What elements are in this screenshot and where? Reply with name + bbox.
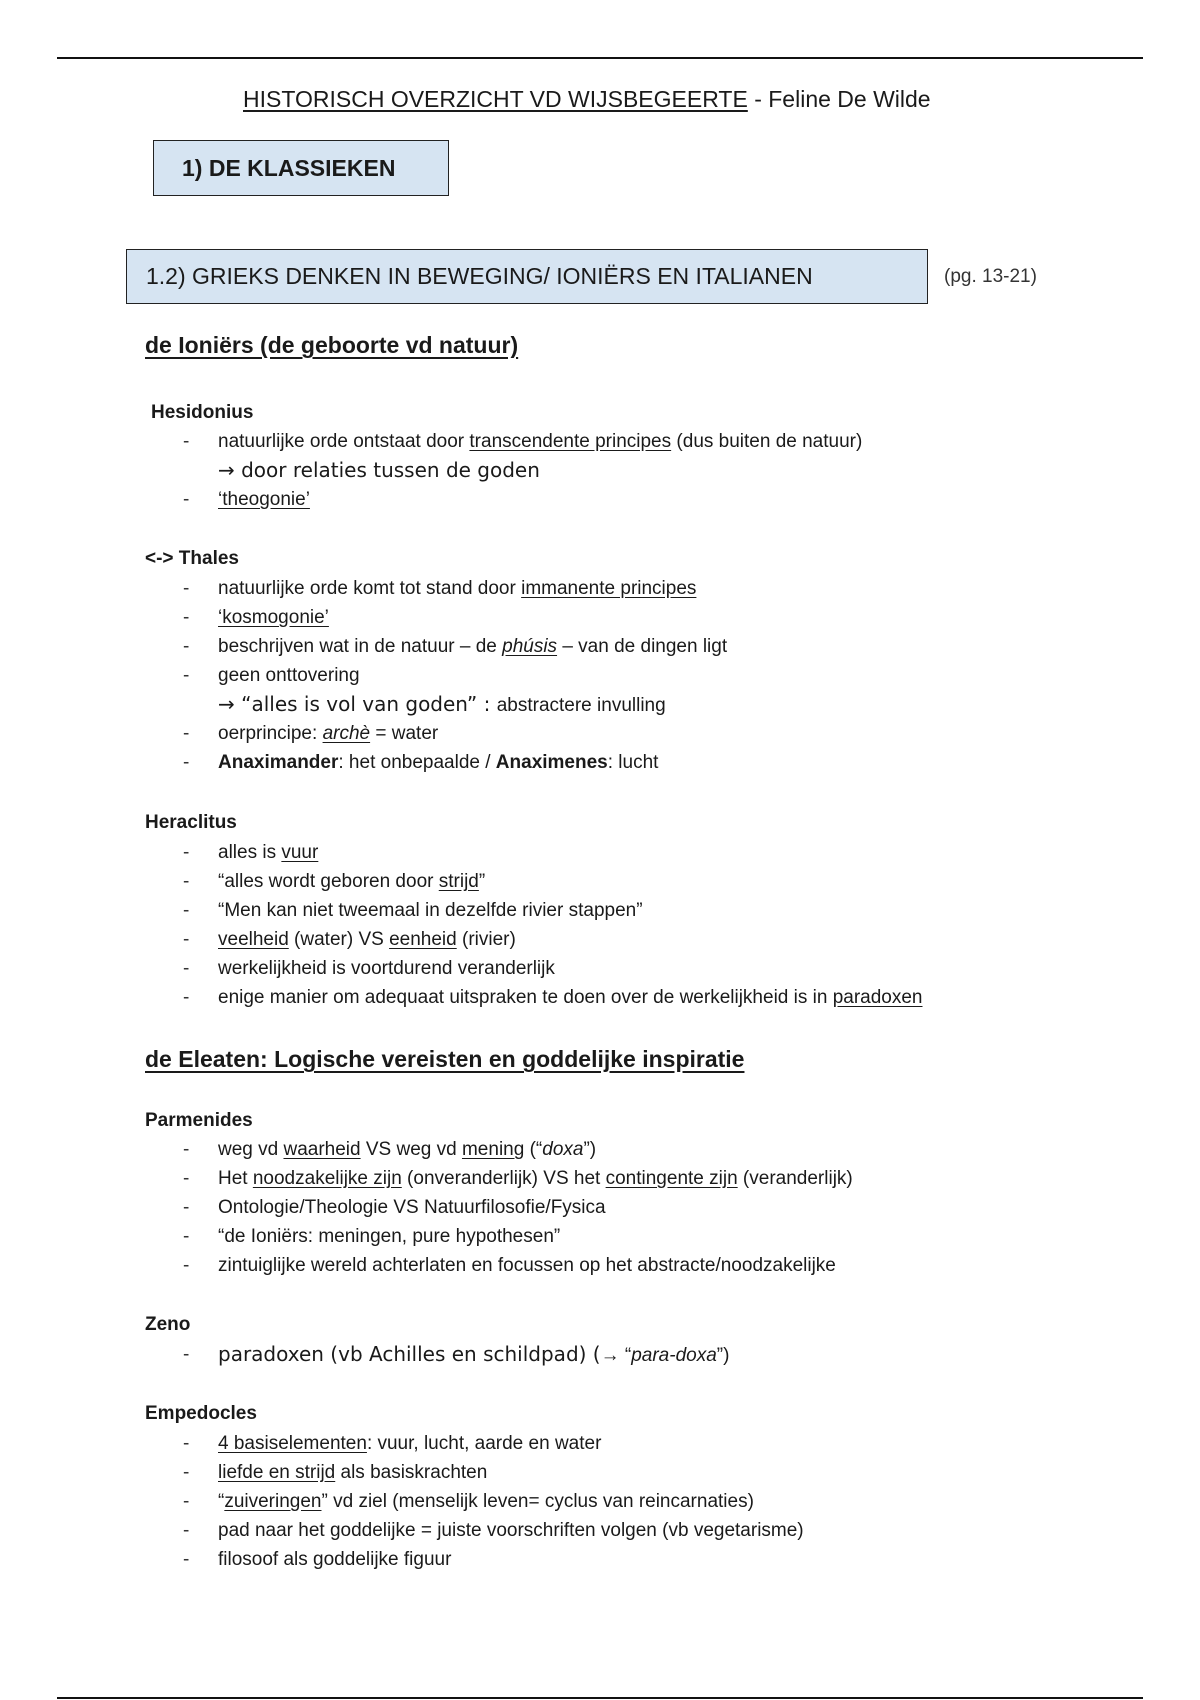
list-item: - 4 basiselementen: vuur, lucht, aarde en water — [0, 1429, 804, 1458]
thales-heading: <-> Thales — [145, 548, 239, 569]
list-item: - Het noodzakelijke zijn (onveranderlijk) VS het contingente zijn (veranderlijk) — [0, 1164, 853, 1193]
list-item: - Ontologie/Theologie VS Natuurfilosofie/Fysica — [0, 1193, 853, 1222]
ioniers-heading: de Ioniërs (de geboorte vd natuur) — [145, 332, 519, 358]
list-item: - “alles wordt geboren door strijd” — [0, 867, 923, 896]
section-1-2-heading: 1.2) GRIEKS DENKEN IN BEWEGING/ IONIËRS EN ITALIANEN — [126, 249, 928, 304]
title-text: HISTORISCH OVERZICHT VD WIJSBEGEERTE — [243, 86, 748, 112]
author-text: - Feline De Wilde — [754, 86, 931, 112]
list-item: - ‘kosmogonie’ — [0, 603, 727, 632]
list-item: - “Men kan niet tweemaal in dezelfde rivier stappen” — [0, 896, 923, 925]
parmenides-heading: Parmenides — [145, 1110, 253, 1131]
list-item: - paradoxen (vb Achilles en schildpad) (→ “para-doxa”) — [0, 1340, 729, 1369]
document-title — [243, 86, 931, 113]
list-item: - pad naar het goddelijke = juiste voorschriften volgen (vb vegetarisme) — [0, 1516, 804, 1545]
list-item: - “de Ioniërs: meningen, pure hypothesen” — [0, 1222, 853, 1251]
page-reference: (pg. 13-21) — [944, 266, 1037, 287]
hesidonius-list — [0, 427, 862, 514]
hesidonius-heading: Hesidonius — [151, 402, 254, 423]
top-rule — [57, 57, 1143, 59]
list-item: - oerprincipe: archè = water — [0, 719, 727, 748]
empedocles-list — [0, 1429, 804, 1574]
parmenides-list — [0, 1135, 853, 1280]
list-item: - “zuiveringen” vd ziel (menselijk leven= cyclus van reincarnaties) — [0, 1487, 804, 1516]
list-item: - natuurlijke orde ontstaat door transcendente principes (dus buiten de natuur) — [0, 427, 862, 456]
eleaten-heading: de Eleaten: Logische vereisten en goddelijke inspiratie — [145, 1046, 745, 1072]
list-item: - filosoof als goddelijke figuur — [0, 1545, 804, 1574]
list-item: - ‘theogonie’ — [0, 485, 862, 514]
list-item: - beschrijven wat in de natuur – de phúsis – van de dingen ligt — [0, 632, 727, 661]
heraclitus-list — [0, 838, 923, 1012]
list-item: → “alles is vol van goden” : abstractere invulling — [218, 692, 666, 716]
section-1-heading: 1) DE KLASSIEKEN — [153, 140, 449, 196]
list-item: - enige manier om adequaat uitspraken te doen over de werkelijkheid is in paradoxen — [0, 983, 923, 1012]
list-item: - liefde en strijd als basiskrachten — [0, 1458, 804, 1487]
list-item: - alles is vuur — [0, 838, 923, 867]
bottom-rule — [57, 1697, 1143, 1699]
zeno-heading: Zeno — [145, 1314, 191, 1335]
list-item: - weg vd waarheid VS weg vd mening (“doxa”) — [0, 1135, 853, 1164]
list-item: - natuurlijke orde komt tot stand door immanente principes — [0, 574, 727, 603]
thales-list — [0, 574, 727, 777]
list-item: → door relaties tussen de goden — [218, 458, 540, 482]
zeno-list — [0, 1340, 729, 1369]
list-item: - Anaximander: het onbepaalde / Anaximenes: lucht — [0, 748, 727, 777]
list-item: - geen onttovering — [0, 661, 727, 690]
list-item: - werkelijkheid is voortdurend veranderlijk — [0, 954, 923, 983]
empedocles-heading: Empedocles — [145, 1403, 257, 1424]
list-item: - zintuiglijke wereld achterlaten en focussen op het abstracte/noodzakelijke — [0, 1251, 853, 1280]
heraclitus-heading: Heraclitus — [145, 812, 237, 833]
list-item: - veelheid (water) VS eenheid (rivier) — [0, 925, 923, 954]
